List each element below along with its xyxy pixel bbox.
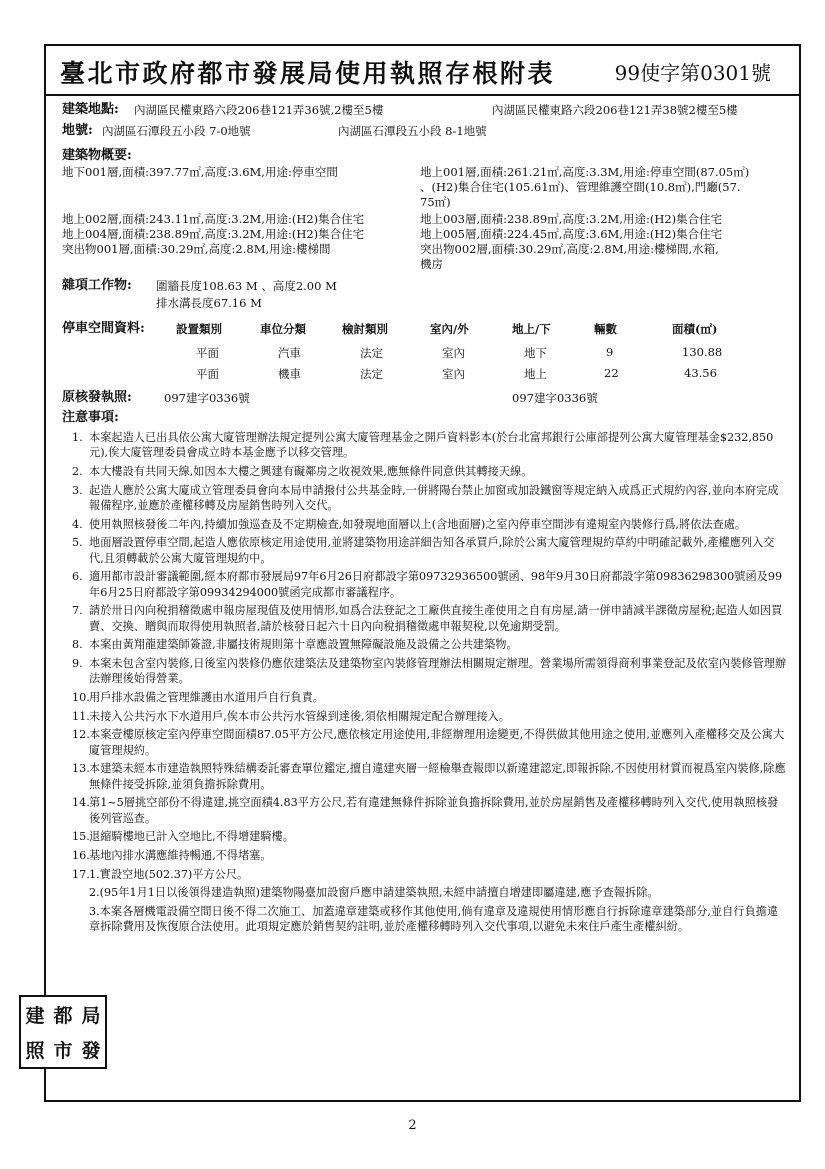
note-text: 2.(95年1月1日以後領得建造執照)建築物陽臺加設窗戶應申請建築執照,未經申請擅自增建即屬違建,應予查報拆除。 [89, 886, 659, 900]
parking-cell: 地上 [524, 367, 547, 381]
document-title: 臺北市政府都市發展局使用執照存根附表 [60, 59, 556, 88]
parking-header: 設置類別 [176, 322, 222, 336]
note-item [72, 569, 787, 600]
parking-label: 停車空間資料: [62, 321, 145, 336]
note-text: 適用都市設計審議範圍,經本府都市發展局97年6月26日府都設字第09732936500號函、98年9月30日府都設字第09836298300號函及99年6月25日府都設字第09934294000號函完成都市審議程序。 [89, 570, 783, 599]
overview-right-line: 機房 [420, 257, 443, 271]
parking-cell: 平面 [196, 346, 219, 360]
note-text: 本案起造人已出具依公寓大廈管理辦法規定提列公寓大廈管理基金之開戶資料影本(於台北富邦銀行公庫部提列公寓大廈管理基金$232,850元),俟大廈管理委員會成立時本基金應予以移交管理。 [89, 431, 774, 460]
seal-char: 市 [53, 1040, 73, 1062]
misc-line-1: 圍牆長度108.63 M 、高度2.00 M [156, 279, 337, 293]
note-text: 3.本案各層機電設備空間日後不得二次施工、加蓋違章建築或移作其他使用,倘有違章及違規使用情形應自行拆除違章建築部分,並自行負擔違章拆除費用及恢復原合法使用。此項規定應於銷售契約註明,並於產權移轉時列入交代事項,以避免未來住戶產生產權糾紛。 [89, 905, 779, 934]
note-text: 第1~5層挑空部份不得違建,挑空面積4.83平方公尺,若有違建無條件拆除並負擔拆除費用,並於房屋銷售及產權移轉時列入交代,使用執照核發後列管巡查。 [89, 796, 779, 825]
seal-char: 建 [25, 1005, 45, 1027]
note-text: 使用執照核發後二年內,持續加強巡查及不定期檢查,如發現地面層以上(含地面層)之室內停車空間涉有違規室內裝修行爲,將依法查處。 [89, 517, 747, 531]
overview-left-line: 突出物001層,面積:30.29㎡,高度:2.8M,用途:樓梯間 [62, 242, 331, 256]
overview-right-line: 75㎡) [420, 195, 451, 209]
parking-header: 檢討類別 [342, 322, 388, 336]
lot-label: 地號: [62, 123, 93, 138]
parking-cell: 22 [604, 366, 619, 380]
note-number: 2. [72, 464, 83, 478]
lot-number-2: 內湖區石潭段五小段 8-1地號 [338, 124, 487, 138]
parking-cell: 43.56 [684, 366, 717, 380]
note-number: 8. [72, 638, 83, 652]
parking-header: 室內/外 [430, 322, 469, 336]
note-text: 未接入公共污水下水道用戶,俟本市公共污水管線到達後,須依相關規定配合辦理接入。 [89, 709, 511, 723]
overview-right-line: 突出物002層,面積:30.29㎡,高度:2.8M,用途:樓梯間,水箱, [420, 242, 719, 256]
note-item [72, 430, 787, 461]
original-license-left: 097建字0336號 [164, 391, 250, 405]
note-number: 10. [72, 690, 90, 704]
official-seal [19, 995, 107, 1069]
parking-cell: 法定 [360, 367, 383, 381]
parking-header: 輛數 [594, 322, 617, 336]
seal-char: 發 [81, 1040, 101, 1062]
location-address-2: 內湖區民權東路六段206巷121弄38號2樓至5樓 [492, 103, 738, 117]
note-number: 6. [72, 570, 83, 584]
note-item [72, 761, 787, 792]
note-number: 17. [72, 867, 90, 881]
note-number: 15. [72, 830, 90, 844]
note-sub-item [72, 904, 787, 935]
note-item [72, 727, 787, 758]
note-item [72, 690, 787, 705]
note-item [72, 637, 787, 652]
parking-cell: 室內 [442, 367, 465, 381]
note-item [72, 795, 787, 826]
location-label: 建築地點: [62, 102, 119, 117]
overview-left-line: 地上004層,面積:238.89㎡,高度:3.2M,用途:(H2)集合住宅 [62, 227, 365, 241]
location-address-1: 內湖區民權東路六段206巷121弄36號,2樓至5樓 [134, 103, 384, 117]
note-number: 7. [72, 604, 83, 618]
note-number: 14. [72, 796, 90, 810]
parking-cell: 平面 [196, 367, 219, 381]
seal-char: 局 [81, 1005, 101, 1027]
original-license-label: 原核發執照: [62, 390, 132, 405]
note-text: 地面層設置停車空間,起造人應依原核定用途使用,並將建築物用途詳細告知各承買戶,除於公寓大廈管理規約草約中明確記載外,產權應列入交代,且須轉載於公寓大廈管理規約中。 [89, 536, 775, 565]
permit-number: 99使字第0301號 [614, 61, 771, 85]
parking-header: 面積(㎡) [672, 322, 718, 336]
notes-label: 注意事項: [62, 410, 119, 425]
note-number: 4. [72, 517, 83, 531]
note-item [72, 867, 787, 882]
lot-number-1: 內湖區石潭段五小段 7-0地號 [102, 124, 251, 138]
page-number: 2 [408, 1118, 417, 1133]
overview-label: 建築物概要: [62, 148, 132, 163]
misc-label: 雜項工作物: [62, 278, 132, 293]
note-text: 本案未包含室內裝修,日後室內裝修仍應依建築法及建築物室內裝修管理辦法相關規定辦理。營業場所需領得商利事業登記及依室內裝修管理辦法辦理後始得營業。 [89, 656, 787, 686]
note-number: 1. [72, 431, 83, 444]
note-item [72, 709, 787, 724]
note-item [72, 829, 787, 844]
note-text: 請於卅日內向稅捐稽徵處申報房屋現值及使用情形,如爲合法登記之工廠供直接生產使用之自有房屋,請一併申請減半課徵房屋稅;起造人如因買賣、交換、贈與而取得使用執照者,請於核發日起六十日內向稅捐稽徵處申報契稅,以免逾期受罰。 [89, 604, 783, 633]
note-number: 9. [72, 656, 83, 670]
note-text: 退縮騎樓地已計入空地比,不得增建騎樓。 [89, 830, 294, 844]
misc-line-2: 排水溝長度67.16 M [156, 296, 262, 310]
note-number: 11. [72, 709, 90, 723]
parking-cell: 室內 [442, 346, 465, 360]
note-text: 本案由黃翔龍建築師簽證,非屬技術規則第十章應設置無障礙設施及設備之公共建築物。 [89, 638, 518, 652]
note-item [72, 483, 787, 514]
overview-right-line: 地上003層,面積:238.89㎡,高度:3.2M,用途:(H2)集合住宅 [420, 212, 723, 226]
note-item [72, 656, 787, 687]
seal-char: 都 [53, 1005, 73, 1027]
note-item [72, 848, 787, 863]
parking-header: 車位分類 [260, 322, 306, 336]
note-number: 12. [72, 728, 90, 742]
note-text: 本大樓設有共同天線,如因本大樓之興建有礙鄰房之收視效果,應無條件同意供其轉接天線。 [89, 464, 533, 478]
overview-right-line: 地上005層,面積:224.45㎡,高度:3.6M,用途:(H2)集合住宅 [420, 227, 723, 241]
parking-cell: 汽車 [278, 346, 301, 360]
parking-cell: 9 [606, 345, 614, 359]
note-text: 用戶排水設備之管理維護由水道用戶自行負責。 [89, 690, 324, 704]
seal-char: 照 [25, 1040, 45, 1062]
note-item [72, 535, 787, 566]
overview-left-line: 地下001層,面積:397.77㎡,高度:3.6M,用途:停車空間 [62, 165, 338, 179]
note-sub-item [72, 885, 787, 900]
overview-left-line: 地上002層,面積:243.11㎡,高度:3.2M,用途:(H2)集合住宅 [62, 212, 365, 226]
note-number: 16. [72, 848, 90, 862]
note-item [72, 603, 787, 634]
parking-header: 地上/下 [512, 322, 551, 336]
note-text: 起造人應於公寓大廈成立管理委員會向本局申請撥付公共基金時,一併將陽台禁止加窗或加設鐵窗等規定納入成爲正式規約內容,並向本府完成報備程序,並應於產權移轉及房屋銷售時列入交代。 [89, 483, 779, 512]
parking-cell: 法定 [360, 346, 383, 360]
overview-right-line: 地上001層,面積:261.21㎡,高度:3.3M,用途:停車空間(87.05㎡) [420, 165, 750, 179]
parking-cell: 機車 [278, 367, 301, 381]
note-item [72, 464, 787, 479]
note-item [72, 517, 787, 532]
note-number: 13. [72, 762, 90, 776]
note-number: 3. [72, 483, 83, 497]
original-license-right: 097建字0336號 [512, 391, 598, 405]
note-text: 1.實設空地(502.37)平方公尺。 [89, 867, 249, 881]
notes-list [72, 430, 787, 938]
note-text: 基地內排水溝應維持暢通,不得堵塞。 [89, 848, 272, 862]
parking-cell: 地下 [524, 346, 547, 360]
parking-cell: 130.88 [682, 345, 723, 359]
document-header [46, 46, 799, 96]
note-number: 5. [72, 536, 83, 550]
note-text: 本建築未經本市建造執照特殊結構委託審查單位鑑定,擅自違建夾層一經檢舉查報即以新違建認定,即報拆除,不因使用材質而視爲室內裝修,除應無條件接受拆除,並須負擔拆除費用。 [89, 762, 786, 791]
overview-right-line: 、(H2)集合住宅(105.61㎡)、管理維護空間(10.8㎡),門廳(57. [420, 180, 741, 194]
note-text: 本案壹樓原核定室內停車空間面積87.05平方公尺,應依核定用途使用,非經辦理用途變更,不得供做其他用途之使用,並應列入產權移交及公寓大廈管理規約。 [89, 728, 785, 757]
